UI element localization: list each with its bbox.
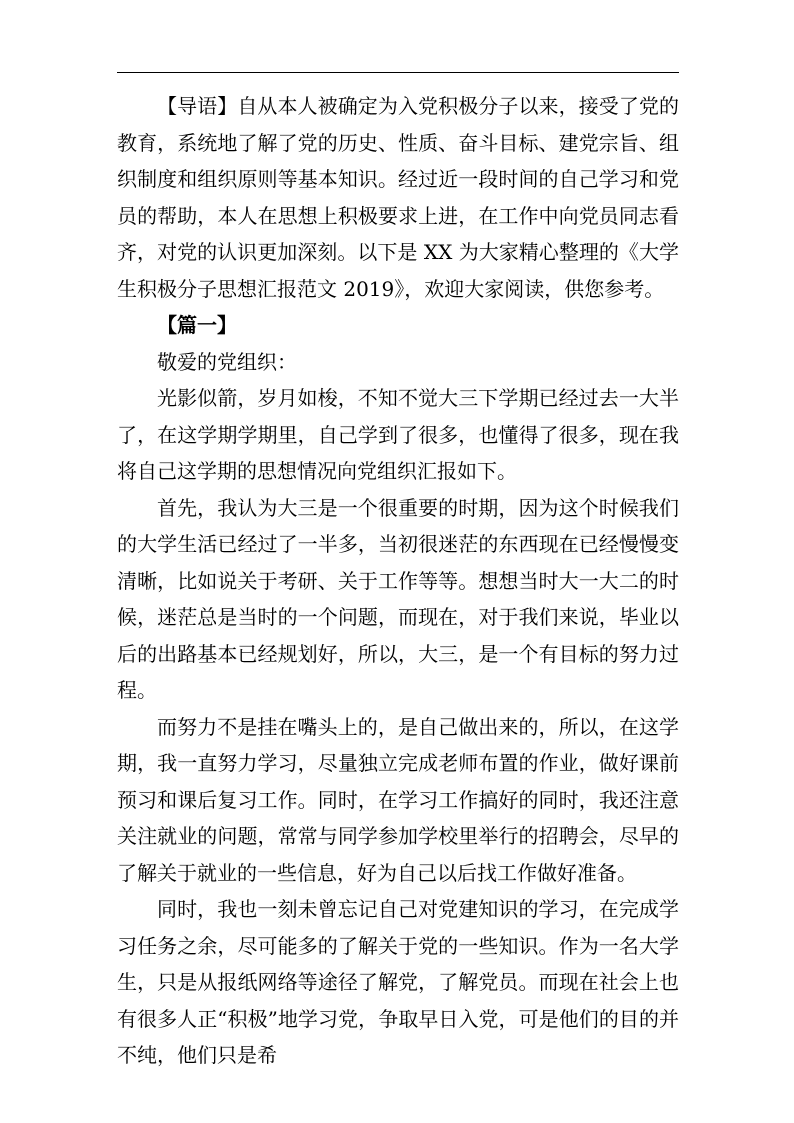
document-body xyxy=(117,88,679,1074)
section-heading: 【篇一】 xyxy=(157,313,237,337)
intro-paragraph: 【导语】自从本人被确定为入党积极分子以来，接受了党的教育，系统地了解了党的历史、性质、奋斗目标、建党宗旨、组织制度和组织原则等基本知识。经过近一段时间的自己学习和党员的帮助，本人在思想上积极要求上进，在工作中向党员同志看齐，对党的认识更加深刻。以下是 XX 为大家精心整理的《大学生积极分子思想汇报范文 2019》，欢迎大家阅读，供您参考。 xyxy=(117,94,679,301)
body-paragraph: 而努力不是挂在嘴头上的，是自己做出来的，所以，在这学期，我一直努力学习，尽量独立完成老师布置的作业，做好课前预习和课后复习工作。同时，在学习工作搞好的同时，我还注意关注就业的问题，常常与同学参加学校里举行的招聘会，尽早的了解关于就业的一些信息，好为自己以后找工作做好准备。 xyxy=(117,714,679,885)
header-rule xyxy=(117,72,679,73)
body-paragraph: 同时，我也一刻未曾忘记自己对党建知识的学习，在完成学习任务之余，尽可能多的了解关于党的一些知识。作为一名大学生，只是从报纸网络等途径了解党，了解党员。而现在社会上也有很多人正“积极”地学习党，争取早日入党，可是他们的目的并不纯，他们只是希 xyxy=(117,897,679,1067)
salutation: 敬爱的党组织： xyxy=(157,349,297,374)
body-paragraph: 首先，我认为大三是一个很重要的时期，因为这个时候我们的大学生活已经过了一半多，当初很迷茫的东西现在已经慢慢变清晰，比如说关于考研、关于工作等等。想想当时大一大二的时候，迷茫总是当时的一个问题，而现在，对于我们来说，毕业以后的出路基本已经规划好，所以，大三，是一个有目标的努力过程。 xyxy=(117,495,679,702)
body-paragraph: 光影似箭，岁月如梭，不知不觉大三下学期已经过去一大半了，在这学期学期里，自己学到了很多，也懂得了很多，现在我将自己这学期的思想情况向党组织汇报如下。 xyxy=(117,386,679,483)
